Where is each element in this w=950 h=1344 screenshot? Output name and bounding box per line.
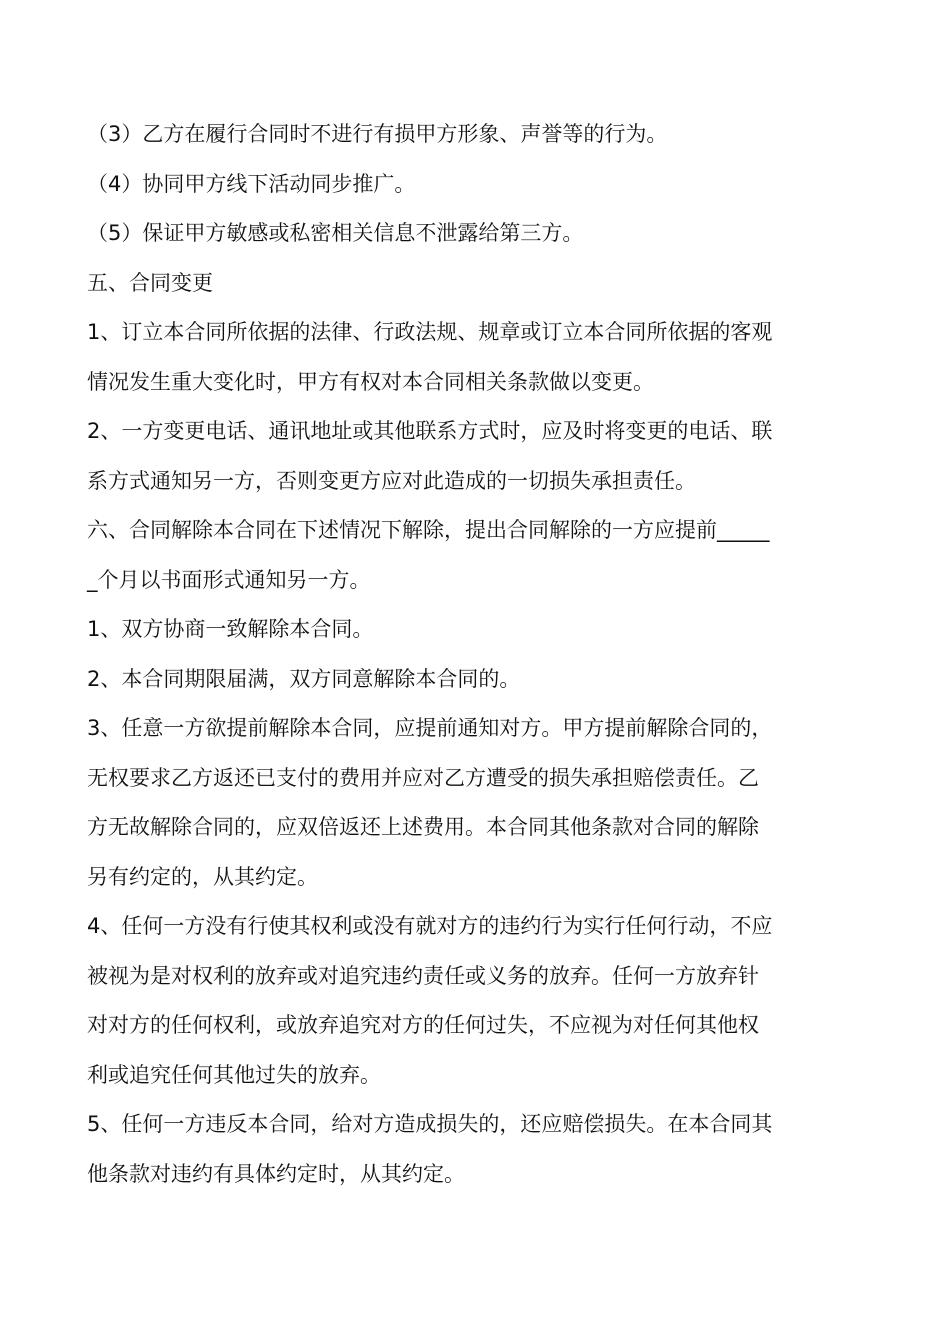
clause-line-obligation-5: （5）保证甲方敏感或私密相关信息不泄露给第三方。 bbox=[87, 221, 584, 245]
termination-clause-5-line-1: 5、任何一方违反本合同，给对方造成损失的，还应赔偿损失。在本合同其 bbox=[87, 1112, 773, 1136]
termination-clause-5-line-2: 他条款对违约有具体约定时，从其约定。 bbox=[87, 1161, 465, 1186]
section-heading-termination-line-1: 六、合同解除本合同在下述情况下解除，提出合同解除的一方应提前_____ bbox=[87, 518, 770, 542]
document-body bbox=[87, 110, 867, 1199]
section-heading-termination-line-2: _个月以书面形式通知另一方。 bbox=[87, 567, 371, 592]
change-clause-2-line-1: 2、一方变更电话、通讯地址或其他联系方式时，应及时将变更的电话、联 bbox=[87, 419, 773, 443]
section-heading-contract-change: 五、合同变更 bbox=[87, 270, 213, 295]
termination-clause-3-line-2: 无权要求乙方返还已支付的费用并应对乙方遭受的损失承担赔偿责任。乙 bbox=[87, 765, 759, 790]
change-clause-1-line-1: 1、订立本合同所依据的法律、行政法规、规章或订立本合同所依据的客观 bbox=[87, 320, 773, 344]
termination-clause-4-line-2: 被视为是对权利的放弃或对追究违约责任或义务的放弃。任何一方放弃针 bbox=[87, 963, 759, 988]
termination-clause-3-line-4: 另有约定的，从其约定。 bbox=[87, 864, 318, 889]
clause-line-obligation-3: （3）乙方在履行合同时不进行有损甲方形象、声誉等的行为。 bbox=[87, 122, 668, 146]
termination-clause-4-line-1: 4、任何一方没有行使其权利或没有就对方的违约行为实行任何行动，不应 bbox=[87, 914, 773, 938]
termination-clause-3-line-3: 方无故解除合同的，应双倍返还上述费用。本合同其他条款对合同的解除 bbox=[87, 815, 759, 839]
termination-clause-1: 1、双方协商一致解除本合同。 bbox=[87, 617, 374, 641]
termination-clause-3-line-1: 3、任意一方欲提前解除本合同，应提前通知对方。甲方提前解除合同的， bbox=[87, 716, 773, 740]
clause-line-obligation-4: （4）协同甲方线下活动同步推广。 bbox=[87, 171, 416, 196]
change-clause-1-line-2: 情况发生重大变化时，甲方有权对本合同相关条款做以变更。 bbox=[87, 369, 654, 394]
change-clause-2-line-2: 系方式通知另一方，否则变更方应对此造成的一切损失承担责任。 bbox=[87, 468, 696, 493]
termination-clause-2: 2、本合同期限届满，双方同意解除本合同的。 bbox=[87, 666, 521, 691]
termination-clause-4-line-3: 对对方的任何权利，或放弃追究对方的任何过失，不应视为对任何其他权 bbox=[87, 1013, 759, 1037]
termination-clause-4-line-4: 利或追究任何其他过失的放弃。 bbox=[87, 1062, 381, 1087]
